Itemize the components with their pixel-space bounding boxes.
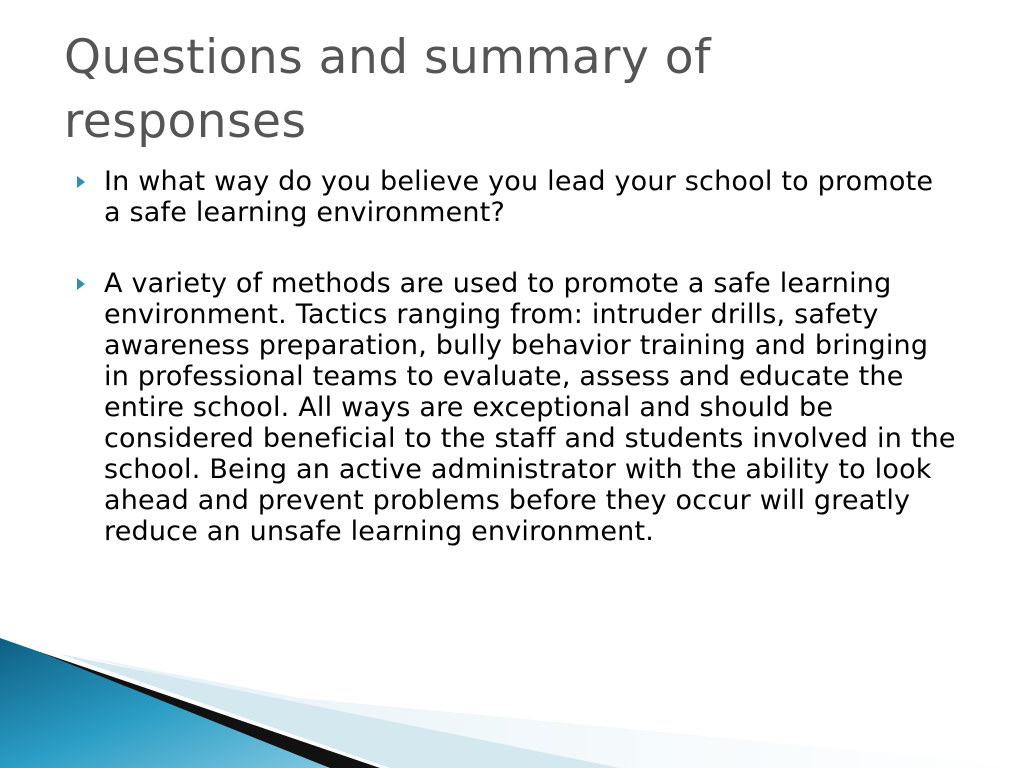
triangle-right-icon — [76, 268, 104, 300]
triangle-right-icon — [76, 166, 104, 198]
bullet-text: A variety of methods are used to promote a safe learning environment. Tactics ranging from: intruder drills, safety awareness preparation, bully behavior training and bringing in professional teams to evaluate, assess and educate the entire school. All ways are exceptional and should be considered beneficial to the staff and students involved in the school. Being an active administrator with the ability to look ahead and prevent problems before they occur will greatly reduce an unsafe learning environment. — [104, 268, 956, 547]
bullet-list — [76, 166, 956, 587]
bullet-text: In what way do you believe you lead your school to promote a safe learning environment? — [104, 166, 934, 228]
slide-title: Questions and summary of responses — [64, 30, 712, 149]
bullet-item-response — [76, 268, 956, 547]
bullet-item-question — [76, 166, 956, 228]
decorative-corner-swoosh — [0, 638, 1024, 768]
